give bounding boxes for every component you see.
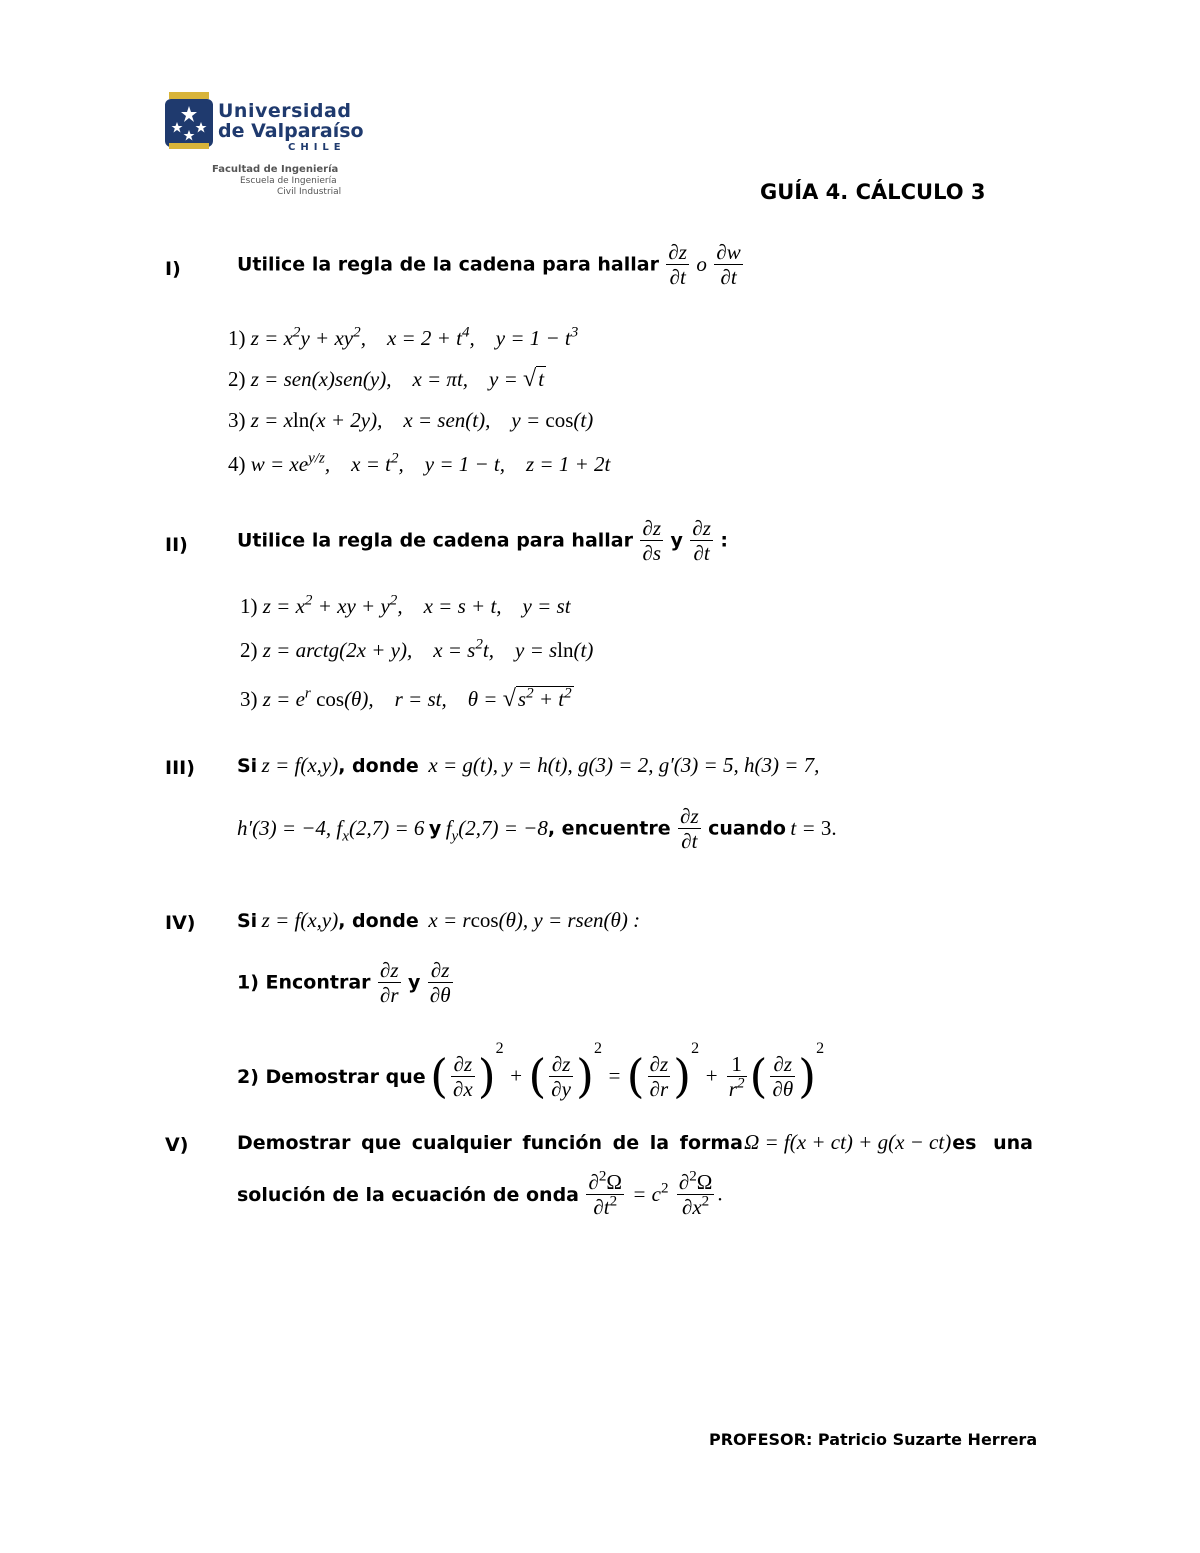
section-2-label: II) (165, 534, 188, 556)
logo-line-5: Escuela de Ingeniería (240, 176, 337, 186)
dz-dt-fraction: $\frac{\partial z}{\partial t}$ (668, 240, 687, 290)
section-2-instruction (237, 516, 728, 565)
logo-line-3: CHILE (288, 142, 346, 153)
section-4-label: IV) (165, 912, 196, 934)
section-5-text-2: solución de la ecuación de onda (237, 1184, 579, 1207)
dz-ds-fraction: $\frac{\partial z}{\partial s}$ (642, 516, 662, 566)
exercise-1-1: 1) $z = x^2y + xy^2$, $x = 2 + t^4$, $y = 1 - t^3$ (228, 324, 579, 350)
section-2-colon: : (720, 529, 728, 552)
section-3-line-2: h′(3) = −4, $f_x(2,7) = 6$ y $f_y(2,7) = -8$, encuentre $\frac{\partial z}{\partial t}$ cuando t = 3. (237, 804, 837, 854)
section-4-item-1-text: 1) Encontrar (237, 971, 371, 994)
section-4-item-1 (237, 958, 456, 1007)
section-4-connector: y (407, 971, 421, 994)
section-5-label: V) (165, 1134, 189, 1156)
exercise-1-4: 4) $w = xe^{y/z}$, $x = t^2$, y = 1 − t, z = 1 + 2t (228, 450, 611, 476)
section-3-si: Si (237, 755, 258, 777)
exercise-1-2: 2) z = sen(x)sen(y), x = πt, y = √t (228, 366, 545, 392)
polar-identity-equation: ( $\frac{\partial z}{\partial x}$ )$^2$ + ( $\frac{\partial z}{\partial y}$ )$^2$ = ( $\frac{\partial z}{\partial r}$ )$^2$ + $\frac{1}{r^2}$ ( $\frac{\partial z}{\partial\theta}$ )$^2$ (430, 1040, 825, 1104)
exercise-2-1: 1) $z = x^2$ + xy + $y^2$, x = s + t, y = st (240, 592, 571, 618)
section-2-text: Utilice la regla de cadena para hallar (237, 529, 633, 552)
section-4-line-1: Si z = f(x,y), donde x = rcos(θ), y = rsen(θ) : (237, 908, 641, 932)
wave-equation: $\frac{\partial^2\Omega}{\partial t^2}$ = $c^2$ $\frac{\partial^2\Omega}{\partial x^2}$ . (588, 1168, 723, 1220)
section-1-instruction (237, 240, 746, 289)
dz-dtheta-fraction: $\frac{\partial z}{\partial\theta}$ (429, 958, 451, 1008)
dz-dt-fraction-2: $\frac{\partial z}{\partial t}$ (692, 516, 711, 566)
university-logo (165, 92, 365, 202)
dw-dt-fraction: $\frac{\partial w}{\partial t}$ (716, 240, 741, 290)
section-4-item-2 (237, 1040, 824, 1103)
logo-line-2: de Valparaíso (218, 120, 364, 142)
section-1-text: Utilice la regla de la cadena para hallar (237, 253, 659, 276)
logo-line-4: Facultad de Ingeniería (212, 164, 339, 175)
dz-dt-fraction-3: $\frac{\partial z}{\partial t}$ (680, 804, 699, 854)
exercise-1-3: 3) z = xln(x + 2y), x = sen(t), y = cos(t) (228, 408, 594, 432)
section-5-line-2 (237, 1170, 723, 1219)
exercise-2-3: 3) $z = e^r$ cos(θ), r = st, $\theta = √s^2 + t^2$ (240, 685, 572, 712)
logo-shield-icon (165, 92, 213, 150)
section-1-connector: o (696, 252, 707, 277)
dz-dr-fraction: $\frac{\partial z}{\partial r}$ (379, 958, 399, 1008)
section-3-label: III) (165, 757, 195, 779)
professor-name: PROFESOR: Patricio Suzarte Herrera (709, 1430, 1038, 1449)
logo-line-1: Universidad (218, 100, 352, 122)
section-4-item-2-text: 2) Demostrar que (237, 1065, 426, 1088)
logo-line-6: Civil Industrial (277, 187, 342, 197)
section-3-donde: , donde (338, 755, 419, 777)
section-5-line-1 (237, 1130, 1033, 1155)
section-4-donde: , donde (338, 910, 419, 932)
section-3-line-1: Si z = f(x,y), donde x = g(t), y = h(t), g(3) = 2, g′(3) = 5, h(3) = 7, (237, 753, 820, 777)
section-5-text-1: Demostrar que cualquier función de la forma (237, 1132, 743, 1154)
exercise-2-2: 2) z = arctg(2x + y), $x = s^2t$, y = sln(t) (240, 636, 594, 662)
section-5-es-una: es una (952, 1132, 1033, 1154)
section-3-y: y (428, 817, 442, 840)
section-1-label: I) (165, 258, 181, 280)
section-3-cuando: cuando (708, 817, 786, 840)
section-3-encuentre: , encuentre (547, 817, 671, 840)
section-2-connector: y (670, 529, 683, 552)
section-4-si: Si (237, 910, 258, 932)
page-title: GUÍA 4. CÁLCULO 3 (760, 180, 986, 204)
wave-function-expression: Ω = f(x + ct) + g(x − ct) (744, 1130, 952, 1154)
